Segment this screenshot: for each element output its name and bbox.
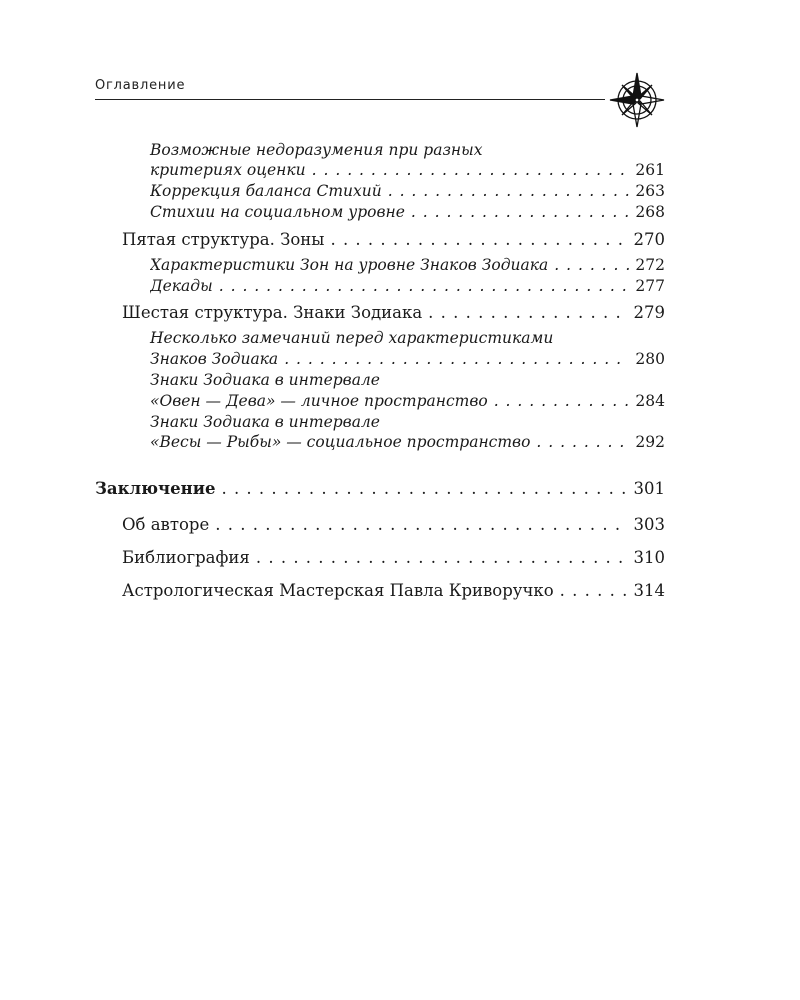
toc-entry[interactable] <box>95 479 665 498</box>
dot-leader <box>411 203 630 221</box>
toc-entry[interactable] <box>150 433 665 451</box>
toc-page-number: 292 <box>635 433 665 451</box>
toc-page-number: 284 <box>635 392 665 410</box>
toc-entry-title-line1: Знаки Зодиака в интервале <box>150 413 380 431</box>
toc-entry-title: Стихии на социальном уровне <box>150 203 405 221</box>
dot-leader <box>330 230 627 249</box>
toc-entry-title: критериях оценки <box>150 161 306 179</box>
dot-leader <box>312 161 630 179</box>
toc-entry-title: Заключение <box>95 479 216 498</box>
toc-entry-title: Об авторе <box>122 515 210 534</box>
toc-page-number: 301 <box>633 479 665 498</box>
toc-entry-title-line1: Возможные недоразумения при разных <box>150 141 483 159</box>
toc-entry[interactable] <box>122 581 665 600</box>
toc-entry-title: Знаков Зодиака <box>150 350 279 368</box>
dot-leader <box>219 277 630 295</box>
toc-entry-title: Коррекция баланса Стихий <box>150 182 382 200</box>
toc-entry[interactable] <box>122 548 665 567</box>
toc-entry[interactable] <box>150 256 665 274</box>
dot-leader <box>560 581 628 600</box>
dot-leader <box>215 515 627 534</box>
toc-page-number: 279 <box>633 303 665 322</box>
toc-entry-title: Шестая структура. Знаки Зодиака <box>122 303 423 322</box>
toc-page-number: 303 <box>633 515 665 534</box>
dot-leader <box>388 182 630 200</box>
toc-page-number: 314 <box>633 581 665 600</box>
dot-leader <box>221 479 627 498</box>
dot-leader <box>494 392 630 410</box>
header-rule <box>95 99 605 100</box>
toc-entry[interactable] <box>122 515 665 534</box>
compass-rose-icon <box>606 72 668 128</box>
toc-entry-title-line1: Несколько замечаний перед характеристиками <box>150 329 554 347</box>
toc-entry[interactable] <box>150 203 665 221</box>
toc-entry[interactable] <box>122 230 665 249</box>
dot-leader <box>428 303 627 322</box>
toc-entry[interactable] <box>150 277 665 295</box>
toc-entry[interactable] <box>150 350 665 368</box>
dot-leader <box>284 350 629 368</box>
toc-entry[interactable] <box>150 161 665 179</box>
toc-entry-title: «Весы — Рыбы» — социальное пространство <box>150 433 531 451</box>
dot-leader <box>536 433 629 451</box>
toc-entry-title: Астрологическая Мастерская Павла Криворучко <box>122 581 554 600</box>
toc-page-number: 280 <box>635 350 665 368</box>
toc-page-number: 272 <box>635 256 665 274</box>
running-header-title: Оглавление <box>95 78 186 93</box>
toc-entry-title: Характеристики Зон на уровне Знаков Зодиака <box>150 256 549 274</box>
toc-entry[interactable] <box>122 303 665 322</box>
toc-entry[interactable] <box>150 392 665 410</box>
toc-entry-title: Декады <box>150 277 213 295</box>
dot-leader <box>554 256 629 274</box>
toc-page-number: 261 <box>635 161 665 179</box>
toc-page-number: 270 <box>633 230 665 249</box>
toc-entry-title: «Овен — Дева» — личное пространство <box>150 392 488 410</box>
toc-page-number: 277 <box>635 277 665 295</box>
toc-entry-title: Библиография <box>122 548 250 567</box>
toc-entry-title: Пятая структура. Зоны <box>122 230 325 249</box>
toc-page-number: 263 <box>635 182 665 200</box>
dot-leader <box>256 548 628 567</box>
toc-entry[interactable] <box>150 182 665 200</box>
toc-page-number: 268 <box>635 203 665 221</box>
toc-entry-title-line1: Знаки Зодиака в интервале <box>150 371 380 389</box>
toc-page-number: 310 <box>633 548 665 567</box>
